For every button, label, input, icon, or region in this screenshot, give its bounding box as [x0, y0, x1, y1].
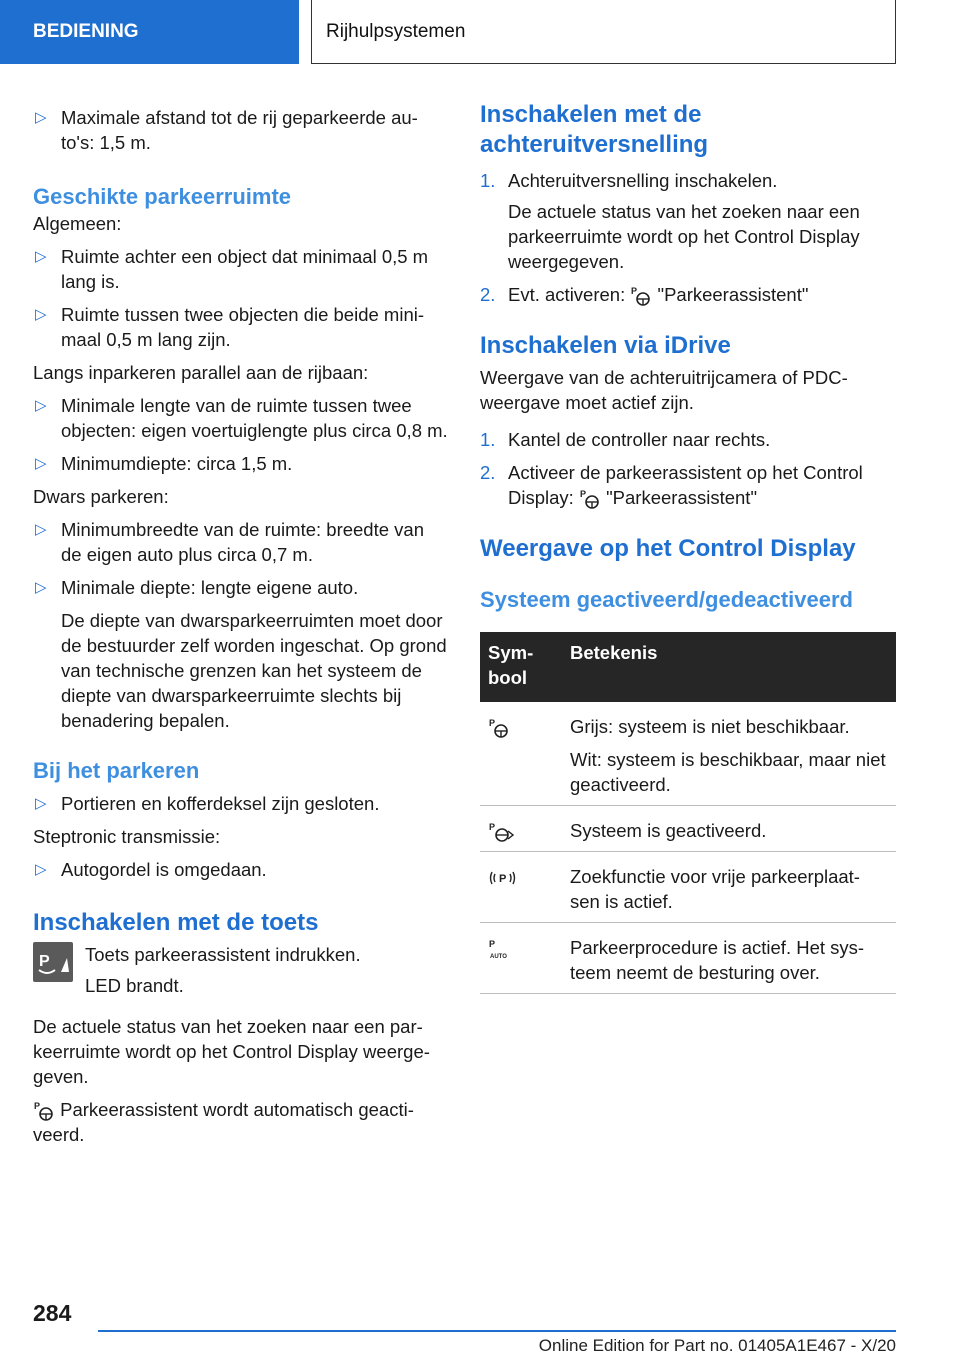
table-header-symbol: Sym-bool — [480, 632, 562, 702]
parking-search-icon — [488, 867, 518, 889]
right-column — [480, 100, 896, 994]
heading-suitable-space: Geschikte parkeerruimte — [33, 184, 292, 209]
list-item: ▷ Minimale lengte van de ruimte tussen twee objecten: eigen voertuiglengte plus circa 0,8 m. — [35, 395, 448, 441]
park-auto-icon — [488, 938, 514, 960]
bullet-triangle-icon: ▷ — [35, 521, 47, 538]
park-assist-active-icon — [488, 821, 514, 843]
park-assist-icon — [33, 1100, 55, 1122]
list-item: ▷ Maximale afstand tot de rij geparkeerde au-to's: 1,5 m. — [35, 107, 418, 153]
paragraph-reverse-note: De actuele status van het zoeken naar een parkeerruimte wordt op het Control Display weergegeven. — [508, 201, 860, 272]
button-instruction: P Toets parkeerassistent indrukken. LED brandt. — [33, 942, 448, 998]
svg-text:P: P — [489, 718, 496, 729]
bullet-triangle-icon: ▷ — [35, 795, 47, 812]
svg-text:P: P — [489, 822, 496, 833]
paragraph-parallel: Langs inparkeren parallel aan de rijbaan: — [33, 362, 369, 383]
park-assist-icon — [630, 285, 652, 307]
footer-edition: Online Edition for Part no. 01405A1E467 - X/20 — [538, 1336, 896, 1355]
paragraph-depth-note: De diepte van dwarsparkeerruimten moet door de bestuurder zelf worden ingeschat. Op grond van technische grenzen kan het systeem de diepte van dwarsparkeerruimte slechts bij benadering bepalen. — [61, 610, 447, 731]
park-assist-icon — [579, 488, 601, 510]
left-column — [33, 100, 448, 1147]
heading-display: Weergave op het Control Display — [480, 535, 856, 563]
park-assist-icon — [488, 717, 510, 739]
heading-button: Inschakelen met de toets — [33, 909, 319, 936]
list-item: ▷ Ruimte tussen twee objecten die beide mini-maal 0,5 m lang zijn. — [35, 304, 424, 350]
paragraph-general: Algemeen: — [33, 213, 122, 234]
list-item: ▷ Autogordel is omgedaan. — [35, 859, 267, 880]
list-item: ▷ Minimumbreedte van de ruimte: breedte van de eigen auto plus circa 0,7 m. — [35, 519, 424, 565]
table-row: P Zoekfunctie voor vrije parkeerplaat-sen is actief. — [480, 852, 896, 923]
table-header-meaning: Betekenis — [562, 632, 896, 702]
paragraph-cross: Dwars parkeren: — [33, 486, 169, 507]
list-item: ▷ Portieren en kofferdeksel zijn gesloten. — [35, 793, 380, 814]
footer-divider — [98, 1330, 896, 1332]
table-row: P Grijs: systeem is niet beschikbaar. Wit: systeem is beschikbaar, maar niet geactiveerd. — [480, 702, 896, 806]
list-item: 1. Achteruitversnelling inschakelen. — [480, 170, 778, 191]
heading-when-parking: Bij het parkeren — [33, 758, 200, 783]
paragraph-status: De actuele status van het zoeken naar een par-keerruimte wordt op het Control Display weerge-geven. — [33, 1016, 430, 1087]
bullet-triangle-icon: ▷ — [35, 397, 47, 414]
paragraph-idrive-note: Weergave van de achteruitrijcamera of PDC-weergave moet actief zijn. — [480, 367, 848, 414]
table-row: P Systeem is geactiveerd. — [480, 806, 896, 852]
svg-text:P: P — [499, 873, 507, 886]
bullet-triangle-icon: ▷ — [35, 861, 47, 878]
svg-text:P: P — [34, 1101, 41, 1112]
bullet-triangle-icon: ▷ — [35, 306, 47, 323]
list-item: 2. Activeer de parkeerassistent op het Control Display: P "Parkeerassistent" — [480, 460, 896, 510]
table-row: P AUTO Parkeerprocedure is actief. Het sys-teem neemt de besturing over. — [480, 923, 896, 994]
paragraph-steptronic: Steptronic transmissie: — [33, 826, 221, 847]
list-item: 2. Evt. activeren: P "Parkeerassistent" — [480, 282, 896, 307]
bullet-triangle-icon: ▷ — [35, 109, 47, 126]
chapter-title: Rijhulpsystemen — [311, 0, 896, 64]
bullet-triangle-icon: ▷ — [35, 248, 47, 265]
heading-reverse: Inschakelen met de achteruitversnelling — [480, 101, 709, 158]
list-item: ▷ Ruimte achter een object dat minimaal 0,5 m lang is. — [35, 246, 429, 292]
svg-text:P: P — [579, 489, 586, 500]
heading-system: Systeem geactiveerd/gedeactiveerd — [480, 587, 853, 613]
park-assist-button-icon — [33, 942, 73, 982]
heading-idrive: Inschakelen via iDrive — [480, 332, 731, 360]
svg-text:P: P — [489, 939, 496, 950]
list-item: ▷ Minimumdiepte: circa 1,5 m. — [35, 453, 293, 474]
svg-text:AUTO: AUTO — [490, 954, 507, 961]
paragraph-auto: P Parkeerassistent wordt automatisch geacti-veerd. — [33, 1099, 414, 1146]
section-tab: BEDIENING — [0, 0, 299, 64]
svg-text:P: P — [631, 286, 638, 297]
page-number: 284 — [33, 1300, 72, 1326]
bullet-triangle-icon: ▷ — [35, 455, 47, 472]
svg-text:P: P — [39, 953, 50, 970]
list-item: ▷ Minimale diepte: lengte eigene auto. — [35, 577, 359, 598]
list-item: 1. Kantel de controller naar rechts. — [480, 429, 771, 451]
symbol-table — [480, 632, 896, 994]
bullet-triangle-icon: ▷ — [35, 579, 47, 596]
